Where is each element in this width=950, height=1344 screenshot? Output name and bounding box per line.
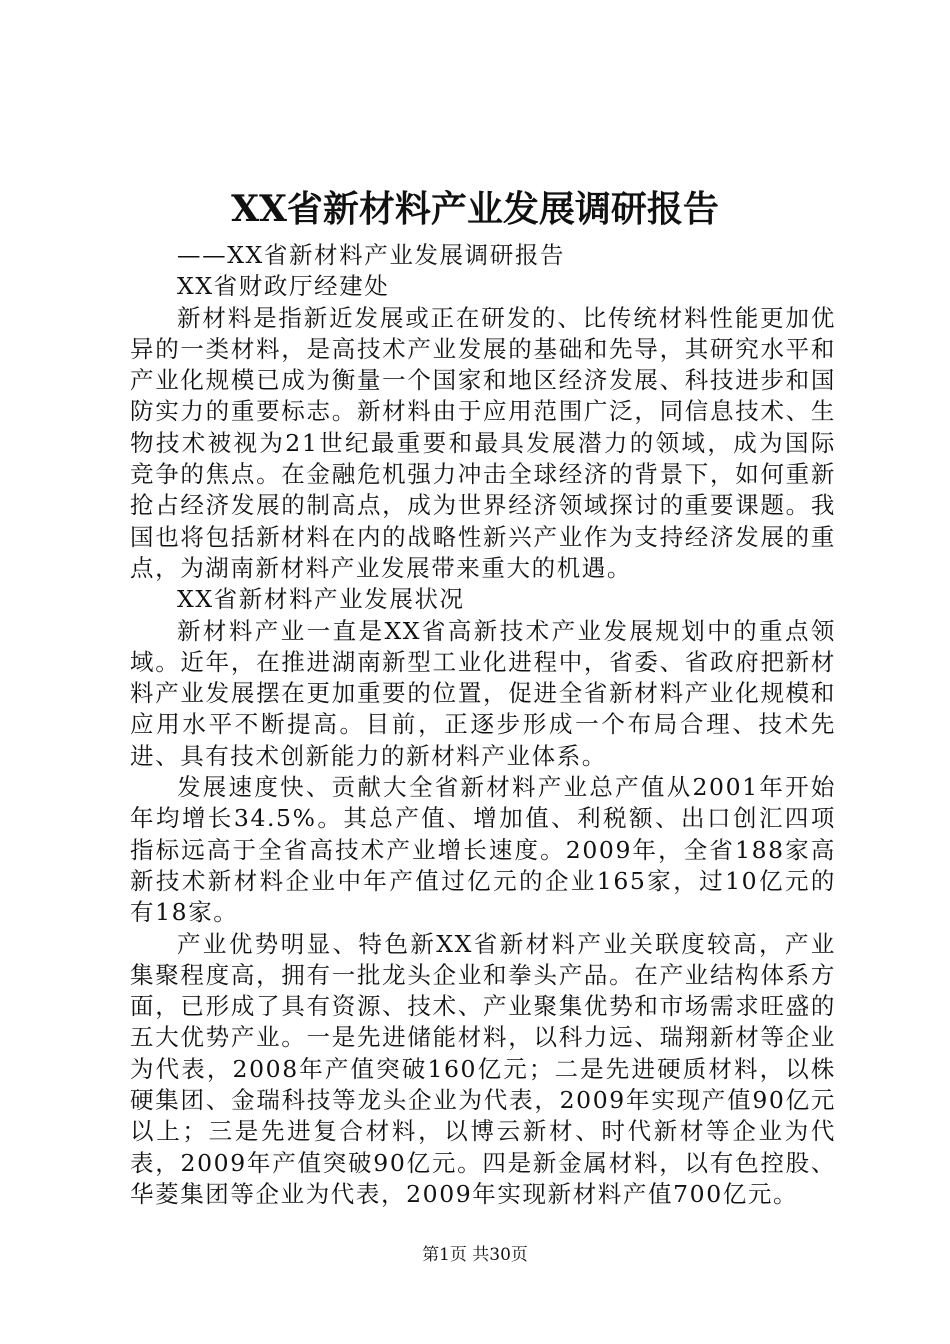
document-title: XX省新材料产业发展调研报告 bbox=[231, 188, 719, 230]
growth-paragraph: 发展速度快、贡献大全省新材料产业总产值从2001年开始年均增长34.5%。其总产值、增加值、利税额、出口创汇四项指标远高于全省高技术产业增长速度。2009年，全省188家高新技术新材料企业中年产值过亿元的企业165家，过10亿元的有18家。 bbox=[130, 773, 836, 927]
advantage-paragraph: 产业优势明显、特色新XX省新材料产业关联度较高，产业集聚程度高，拥有一批龙头企业和拳头产品。在产业结构体系方面，已形成了具有资源、技术、产业聚集优势和市场需求旺盛的五大优势产业。一是先进储能材料，以科力远、瑞翔新材等企业为代表，2008年产值突破160亿元；二是先进硬质材料，以株硬集团、金瑞科技等龙头企业为代表，2009年实现产值90亿元以上；三是先进复合材料，以博云新材、时代新材等企业为代表，2009年产值突破90亿元。四是新金属材料，以有色控股、华菱集团等企业为代表，2009年实现新材料产值700亿元。 bbox=[130, 929, 836, 1208]
author-paragraph: XX省财政厅经建处 bbox=[177, 272, 390, 301]
status-paragraph: 新材料产业一直是XX省高新技术产业发展规划中的重点领域。近年，在推进湖南新型工业化进程中，省委、省政府把新材料产业发展摆在更加重要的位置，促进全省新材料产业化规模和应用水平不断提高。目前，正逐步形成一个布局合理、技术先进、具有技术创新能力的新材料产业体系。 bbox=[130, 616, 836, 770]
intro-paragraph: 新材料是指新近发展或正在研发的、比传统材料性能更加优异的一类材料，是高技术产业发展的基础和先导，其研究水平和产业化规模已成为衡量一个国家和地区经济发展、科技进步和国防实力的重要标志。新材料由于应用范围广泛，同信息技术、生物技术被视为21世纪最重要和最具发展潜力的领域，成为国际竞争的焦点。在金融危机强力冲击全球经济的背景下，如何重新抢占经济发展的制高点，成为世界经济领域探讨的重要课题。我国也将包括新材料在内的战略性新兴产业作为支持经济发展的重点，为湖南新材料产业发展带来重大的机遇。 bbox=[130, 303, 836, 582]
document-body bbox=[130, 240, 836, 1210]
subtitle-paragraph: ——XX省新材料产业发展调研报告 bbox=[177, 241, 566, 269]
section-heading: XX省新材料产业发展状况 bbox=[177, 585, 465, 614]
page-footer: 第1页 共30页 bbox=[422, 1245, 528, 1265]
